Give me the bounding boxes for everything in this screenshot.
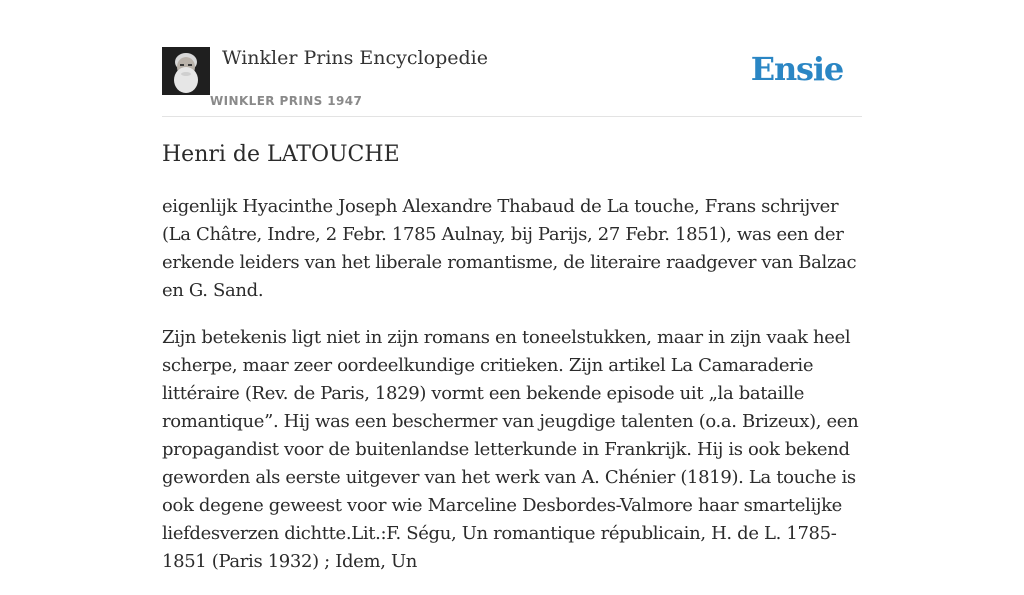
article-paragraph: Zijn betekenis ligt niet in zijn romans en toneelstukken, maar in zijn vaak heel scherpe, maar zeer oordeelkundige critieken. Zijn artikel La Camaraderie littéraire (Rev. de Paris, 1829) vormt een bekende episode uit „la bataille romantique”. Hij was een beschermer van jeugdige talenten (o.a. Brizeux), een propagandist voor de buitenlandse letterkunde in Frankrijk. Hij is ook bekend geworden als eerste uitgever van het werk van A. Chénier (1819). La touche is ook degene geweest voor wie Marceline Desbordes-Valmore haar smartelijke liefdesverzen dichtte.Lit.:F. Ségu, Un romantique républicain, H. de L. 1785-1851 (Paris 1932) ; Idem, Un xyxy=(162,327,859,572)
article-paragraph: eigenlijk Hyacinthe Joseph Alexandre Thabaud de La touche, Frans schrijver (La Châtre, Indre, 2 Febr. 1785 Aulnay, bij Parijs, 27 Febr. 1851), was een der erkende leiders van het liberale romantisme, de literaire raadgever van Balzac en G. Sand. xyxy=(162,196,857,301)
site-header xyxy=(162,0,862,117)
article xyxy=(162,140,862,595)
site-title[interactable]: Winkler Prins Encyclopedie xyxy=(222,47,488,69)
brand-logo[interactable]: Ensie xyxy=(750,50,843,88)
bearded-man-portrait-icon xyxy=(162,47,210,95)
article-title: Henri de LATOUCHE xyxy=(162,142,400,167)
site-subtitle: WINKLER PRINS 1947 xyxy=(210,94,363,108)
author-avatar[interactable] xyxy=(162,47,210,95)
